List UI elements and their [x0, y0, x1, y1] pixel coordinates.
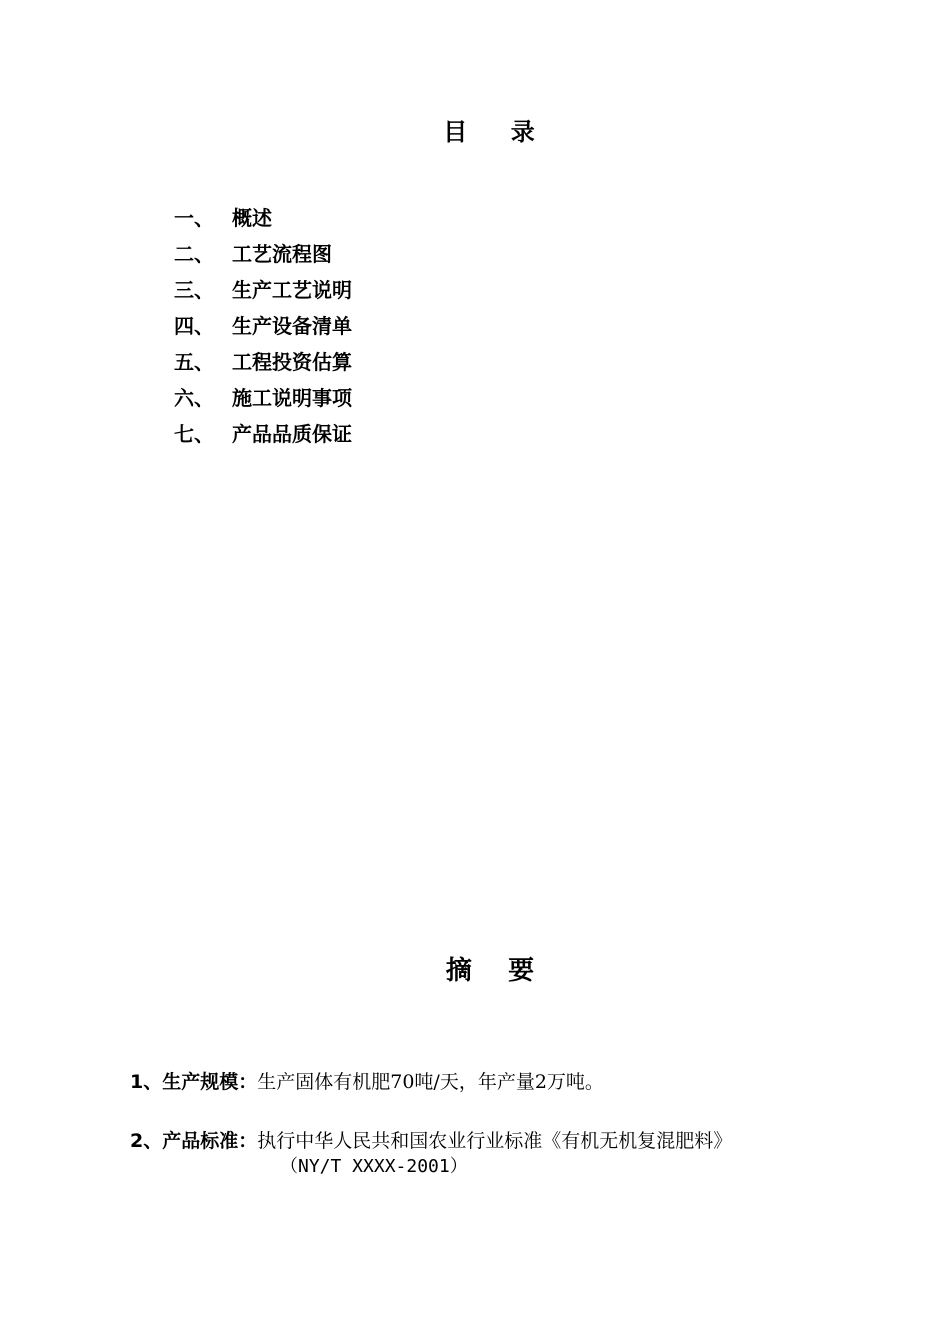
toc-item-quality-assurance	[174, 416, 352, 452]
toc-item-label: 产品品质保证	[232, 422, 352, 446]
toc-item-label: 施工说明事项	[232, 386, 352, 410]
toc-item-number: 四、	[174, 314, 214, 338]
summary-item-label: 1、生产规模：	[130, 1071, 258, 1093]
summary-item-text: 生产固体有机肥70吨/天，年产量2万吨。	[257, 1071, 604, 1093]
summary-item-production-scale	[130, 1068, 604, 1096]
toc-item-process-description	[174, 272, 352, 308]
toc-item-label: 生产工艺说明	[232, 278, 352, 302]
toc-title: 目 录	[443, 118, 537, 146]
summary-item-product-standard	[130, 1127, 732, 1155]
toc-item-label: 工程投资估算	[232, 350, 352, 374]
toc-item-overview	[174, 200, 352, 236]
toc-item-investment-estimate	[174, 344, 352, 380]
toc-item-construction-notes	[174, 380, 352, 416]
summary-item-text: 执行中华人民共和国农业行业标准《有机无机复混肥料》	[257, 1130, 733, 1152]
toc-item-number: 六、	[174, 386, 214, 410]
summary-title: 摘 要	[445, 956, 535, 986]
toc-item-number: 五、	[174, 350, 214, 374]
toc-item-label: 生产设备清单	[232, 314, 352, 338]
summary-item-continuation: （NY/T XXXX-2001）	[280, 1156, 468, 1177]
toc-item-label: 概述	[232, 206, 272, 230]
toc-item-process-flow	[174, 236, 352, 272]
summary-item-label: 2、产品标准：	[130, 1130, 258, 1152]
toc-item-number: 三、	[174, 278, 214, 302]
toc-item-label: 工艺流程图	[232, 242, 332, 266]
toc-item-number: 二、	[174, 242, 214, 266]
toc-item-equipment-list	[174, 308, 352, 344]
toc-item-number: 七、	[174, 422, 214, 446]
toc-list	[174, 200, 352, 452]
toc-item-number: 一、	[174, 206, 214, 230]
